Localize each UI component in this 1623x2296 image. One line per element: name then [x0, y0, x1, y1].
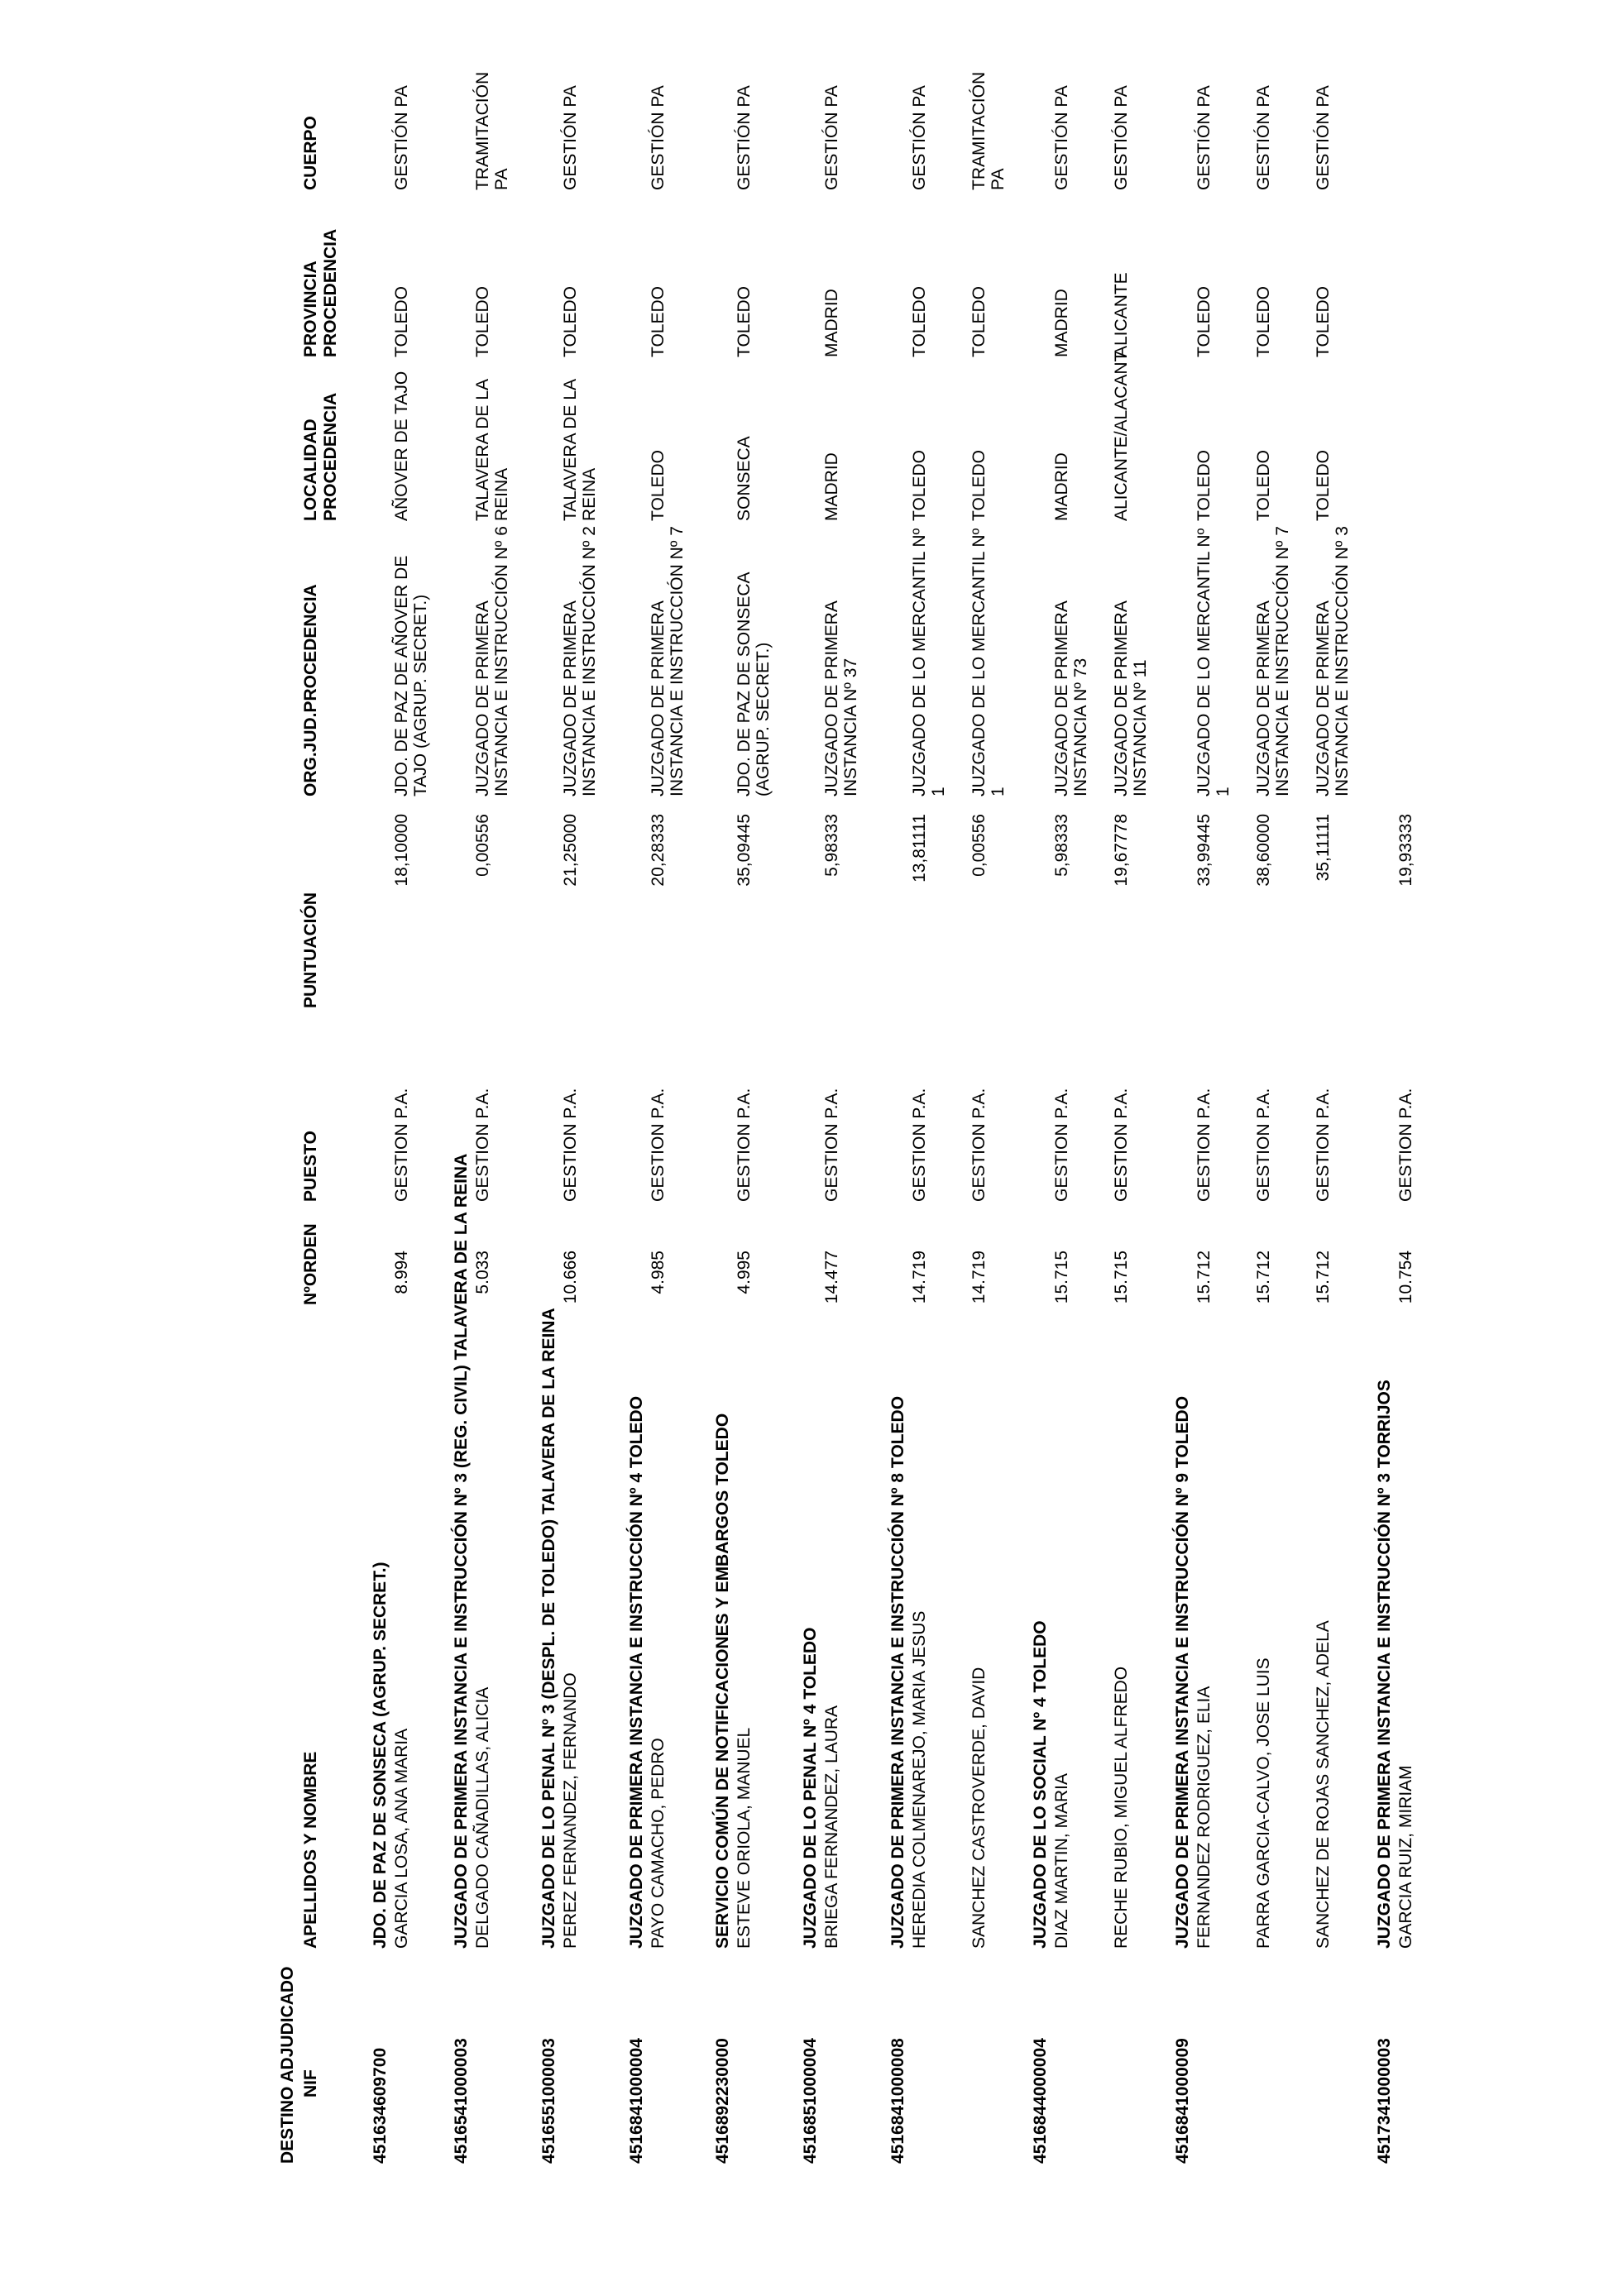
cell-puesto: GESTION P.A.: [561, 1088, 580, 1202]
group-destino-title: JUZGADO DE PRIMERA INSTANCIA E INSTRUCCIÓN Nº 3 (REG. CIVIL) TALAVERA DE LA REINA: [452, 1153, 471, 1949]
cell-cuerpo: GESTIÓN PA: [1052, 85, 1071, 190]
cell-puesto: GESTION P.A.: [969, 1088, 989, 1202]
column-header-cuerpo: CUERPO: [301, 116, 320, 190]
column-header-puntuacion: PUNTUACIÓN: [301, 892, 320, 1008]
cell-puesto: GESTION P.A.: [735, 1088, 754, 1202]
column-header-org-jud-procedencia: ORG.JUD.PROCEDENCIA: [301, 584, 320, 796]
cell-org-jud-procedencia-line2: TAJO (AGRUP. SECRET.): [411, 594, 430, 796]
cell-cuerpo: TRAMITACIÓN: [473, 71, 492, 190]
cell-puntuacion: 5,98333: [822, 814, 841, 877]
cell-org-jud-procedencia: JUZGADO DE PRIMERA: [1314, 600, 1333, 796]
cell-apellidos-nombre: PAYO CAMACHO, PEDRO: [649, 1738, 668, 1949]
cell-norden: 15.712: [1195, 1251, 1214, 1304]
group-destino-title: JUZGADO DE PRIMERA INSTANCIA E INSTRUCCIÓN Nº 8 TOLEDO: [888, 1395, 907, 1949]
column-header-localidad-procedencia: PROCEDENCIA: [321, 392, 340, 521]
cell-puesto: GESTION P.A.: [1052, 1088, 1071, 1202]
cell-localidad-procedencia: TOLEDO: [969, 450, 989, 521]
column-header-localidad: LOCALIDAD: [301, 419, 320, 521]
group-nif: 4516841000004: [627, 2038, 646, 2164]
group-nif: 4517341000003: [1375, 2038, 1394, 2164]
group-nif: 4516541000003: [452, 2038, 471, 2164]
cell-provincia-procedencia: MADRID: [822, 289, 841, 357]
cell-puesto: GESTION P.A.: [1195, 1088, 1214, 1202]
cell-org-jud-procedencia-line2: 1: [929, 787, 948, 796]
cell-cuerpo-line2: PA: [492, 168, 511, 190]
cell-cuerpo: GESTIÓN PA: [1314, 85, 1333, 190]
group-nif: 4516841000009: [1173, 2038, 1192, 2164]
cell-provincia-procedencia: TOLEDO: [392, 286, 411, 357]
cell-puntuacion: 38,60000: [1254, 814, 1273, 887]
cell-org-jud-procedencia: JUZGADO DE PRIMERA: [561, 600, 580, 796]
cell-puesto: GESTION P.A.: [473, 1088, 492, 1202]
cell-apellidos-nombre: DELGADO CAÑADILLAS, ALICIA: [473, 1686, 492, 1949]
cell-norden: 5.033: [473, 1251, 492, 1294]
cell-org-jud-procedencia-line2: 1: [1214, 787, 1233, 796]
cell-org-jud-procedencia: JUZGADO DE PRIMERA: [649, 600, 668, 796]
group-nif: 4516551000003: [539, 2038, 558, 2164]
cell-org-jud-procedencia: JUZGADO DE PRIMERA: [1112, 600, 1131, 796]
cell-provincia-procedencia: MADRID: [1052, 289, 1071, 357]
group-destino-title: JDO. DE PAZ DE SONSECA (AGRUP. SECRET.): [371, 1562, 390, 1949]
cell-puesto: GESTION P.A.: [1396, 1088, 1415, 1202]
column-header-norden: NºORDEN: [301, 1223, 320, 1305]
cell-puntuacion: 21,25000: [561, 814, 580, 887]
cell-norden: 14.477: [822, 1251, 841, 1304]
cell-cuerpo: GESTIÓN PA: [1254, 85, 1273, 190]
cell-org-jud-procedencia-line2: INSTANCIA Nº 11: [1131, 659, 1150, 796]
group-nif: 4516851000004: [801, 2038, 820, 2164]
cell-localidad-procedencia: MADRID: [1052, 452, 1071, 521]
cell-norden: 10.754: [1396, 1251, 1415, 1304]
group-destino-title: JUZGADO DE PRIMERA INSTANCIA E INSTRUCCIÓN Nº 9 TOLEDO: [1173, 1395, 1192, 1949]
destino-adjudicado-heading: DESTINO ADJUDICADO: [278, 1966, 297, 2164]
cell-localidad-procedencia-line2: REINA: [580, 467, 599, 521]
cell-org-jud-procedencia: JUZGADO DE PRIMERA: [1052, 600, 1071, 796]
cell-norden: 15.715: [1112, 1251, 1131, 1304]
cell-puntuacion: 19,93333: [1396, 814, 1415, 887]
cell-localidad-procedencia: TALAVERA DE LA: [561, 379, 580, 521]
cell-puntuacion: 35,11111: [1314, 814, 1333, 882]
cell-cuerpo: GESTIÓN PA: [735, 85, 754, 190]
cell-localidad-procedencia: TOLEDO: [649, 450, 668, 521]
cell-provincia-procedencia: TOLEDO: [969, 286, 989, 357]
cell-puesto: GESTION P.A.: [1254, 1088, 1273, 1202]
cell-puntuacion: 5,98333: [1052, 814, 1071, 877]
cell-localidad-procedencia-line2: REINA: [492, 467, 511, 521]
cell-cuerpo: GESTIÓN PA: [392, 85, 411, 190]
cell-localidad-procedencia: TOLEDO: [910, 450, 929, 521]
cell-provincia-procedencia: TOLEDO: [649, 286, 668, 357]
cell-apellidos-nombre: ESTEVE ORIOLA, MANUEL: [735, 1727, 754, 1949]
cell-puesto: GESTION P.A.: [649, 1088, 668, 1202]
cell-org-jud-procedencia: JUZGADO DE PRIMERA: [1254, 600, 1273, 796]
group-destino-title: JUZGADO DE PRIMERA INSTANCIA E INSTRUCCIÓN Nº 4 TOLEDO: [627, 1395, 646, 1949]
cell-org-jud-procedencia: JDO. DE PAZ DE AÑOVER DE: [392, 555, 411, 796]
cell-localidad-procedencia: ALICANTE/ALACANT: [1112, 351, 1131, 521]
cell-apellidos-nombre: FERNANDEZ RODRIGUEZ, ELIA: [1195, 1686, 1214, 1949]
cell-provincia-procedencia: TOLEDO: [910, 286, 929, 357]
cell-org-jud-procedencia: JUZGADO DE PRIMERA: [822, 600, 841, 796]
cell-cuerpo: GESTIÓN PA: [649, 85, 668, 190]
cell-norden: 15.712: [1314, 1251, 1333, 1304]
cell-puesto: GESTION P.A.: [1314, 1088, 1333, 1202]
cell-cuerpo: GESTIÓN PA: [561, 85, 580, 190]
cell-puntuacion: 33,99445: [1195, 814, 1214, 887]
cell-norden: 10.666: [561, 1251, 580, 1304]
cell-localidad-procedencia: TOLEDO: [1254, 450, 1273, 521]
cell-localidad-procedencia: SONSECA: [735, 436, 754, 521]
group-nif: 4516892230000: [713, 2038, 732, 2164]
column-header-nif: NIF: [301, 2069, 320, 2097]
cell-norden: 4.985: [649, 1251, 668, 1294]
cell-cuerpo: TRAMITACIÓN: [969, 71, 989, 190]
cell-puntuacion: 18,10000: [392, 814, 411, 887]
group-nif: 4516841000008: [888, 2038, 907, 2164]
cell-org-jud-procedencia-line2: INSTANCIA E INSTRUCCIÓN Nº 7: [668, 526, 687, 796]
column-header-puesto: PUESTO: [301, 1131, 320, 1202]
cell-puntuacion: 13,81111: [910, 814, 929, 883]
cell-norden: 14.719: [910, 1251, 929, 1304]
group-destino-title: JUZGADO DE LO SOCIAL Nº 4 TOLEDO: [1031, 1620, 1050, 1949]
cell-puesto: GESTION P.A.: [910, 1088, 929, 1202]
cell-org-jud-procedencia-line2: INSTANCIA Nº 73: [1071, 658, 1090, 796]
group-destino-title: JUZGADO DE LO PENAL Nº 3 (DESPL. DE TOLEDO) TALAVERA DE LA REINA: [539, 1308, 558, 1949]
cell-apellidos-nombre: GARCIA RUIZ, MIRIAM: [1396, 1765, 1415, 1949]
cell-org-jud-procedencia: JUZGADO DE LO MERCANTIL Nº: [910, 528, 929, 796]
cell-puesto: GESTION P.A.: [392, 1088, 411, 1202]
cell-norden: 15.715: [1052, 1251, 1071, 1304]
cell-cuerpo-line2: PA: [989, 168, 1008, 190]
cell-provincia-procedencia: TOLEDO: [1314, 286, 1333, 357]
cell-localidad-procedencia: TOLEDO: [1195, 450, 1214, 521]
column-header-apellidos-nombre: APELLIDOS Y NOMBRE: [301, 1751, 320, 1949]
cell-org-jud-procedencia-line2: INSTANCIA E INSTRUCCIÓN Nº 7: [1273, 526, 1292, 796]
cell-apellidos-nombre: HEREDIA COLMENAREJO, MARIA JESUS: [910, 1610, 929, 1949]
cell-org-jud-procedencia: JUZGADO DE LO MERCANTIL Nº: [969, 528, 989, 796]
cell-org-jud-procedencia: JUZGADO DE PRIMERA: [473, 600, 492, 796]
cell-apellidos-nombre: RECHE RUBIO, MIGUEL ALFREDO: [1112, 1666, 1131, 1949]
group-destino-title: SERVICIO COMÚN DE NOTIFICACIONES Y EMBARGOS TOLEDO: [713, 1413, 732, 1949]
column-header-provincia-procedencia: PROCEDENCIA: [321, 228, 340, 357]
cell-apellidos-nombre: GARCIA LOSA, ANA MARIA: [392, 1728, 411, 1949]
cell-provincia-procedencia: TOLEDO: [735, 286, 754, 357]
cell-cuerpo: GESTIÓN PA: [1112, 85, 1131, 190]
cell-org-jud-procedencia-line2: (AGRUP. SECRET.): [754, 642, 773, 796]
cell-cuerpo: GESTIÓN PA: [822, 85, 841, 190]
group-destino-title: JUZGADO DE PRIMERA INSTANCIA E INSTRUCCIÓN Nº 3 TORRIJOS: [1375, 1380, 1394, 1949]
cell-org-jud-procedencia-line2: INSTANCIA E INSTRUCCIÓN Nº 3: [1333, 526, 1352, 796]
group-nif: 451634609700: [371, 2047, 390, 2164]
cell-apellidos-nombre: PARRA GARCIA-CALVO, JOSE LUIS: [1254, 1657, 1273, 1949]
cell-puntuacion: 20,28333: [649, 814, 668, 887]
cell-provincia-procedencia: ALICANTE: [1112, 272, 1131, 357]
column-header-provincia: PROVINCIA: [301, 261, 320, 357]
cell-org-jud-procedencia-line2: 1: [989, 787, 1008, 796]
cell-puntuacion: 19,67778: [1112, 814, 1131, 887]
cell-org-jud-procedencia-line2: INSTANCIA E INSTRUCCIÓN Nº 6: [492, 526, 511, 796]
cell-apellidos-nombre: PEREZ FERNANDEZ, FERNANDO: [561, 1672, 580, 1949]
cell-provincia-procedencia: TOLEDO: [1195, 286, 1214, 357]
cell-puesto: GESTION P.A.: [1112, 1088, 1131, 1202]
cell-localidad-procedencia: MADRID: [822, 452, 841, 521]
cell-localidad-procedencia: TALAVERA DE LA: [473, 379, 492, 521]
cell-norden: 8.994: [392, 1251, 411, 1294]
cell-localidad-procedencia: TOLEDO: [1314, 450, 1333, 521]
cell-org-jud-procedencia-line2: INSTANCIA E INSTRUCCIÓN Nº 2: [580, 526, 599, 796]
cell-cuerpo: GESTIÓN PA: [910, 85, 929, 190]
cell-org-jud-procedencia-line2: INSTANCIA Nº 37: [841, 658, 860, 796]
group-destino-title: JUZGADO DE LO PENAL Nº 4 TOLEDO: [801, 1627, 820, 1949]
cell-norden: 4.995: [735, 1251, 754, 1294]
group-nif: 4516844000004: [1031, 2038, 1050, 2164]
cell-cuerpo: GESTIÓN PA: [1195, 85, 1214, 190]
cell-apellidos-nombre: BRIEGA FERNANDEZ, LAURA: [822, 1705, 841, 1949]
cell-puntuacion: 35,09445: [735, 814, 754, 887]
cell-apellidos-nombre: DIAZ MARTIN, MARIA: [1052, 1773, 1071, 1949]
cell-norden: 14.719: [969, 1251, 989, 1304]
cell-puntuacion: 0,00556: [473, 814, 492, 877]
cell-org-jud-procedencia: JUZGADO DE LO MERCANTIL Nº: [1195, 528, 1214, 796]
cell-apellidos-nombre: SANCHEZ DE ROJAS SANCHEZ, ADELA: [1314, 1620, 1333, 1949]
cell-provincia-procedencia: TOLEDO: [561, 286, 580, 357]
cell-org-jud-procedencia: JDO. DE PAZ DE SONSECA: [735, 572, 754, 796]
cell-provincia-procedencia: TOLEDO: [1254, 286, 1273, 357]
cell-localidad-procedencia: AÑOVER DE TAJO: [392, 371, 411, 521]
cell-puesto: GESTION P.A.: [822, 1088, 841, 1202]
cell-provincia-procedencia: TOLEDO: [473, 286, 492, 357]
cell-puntuacion: 0,00556: [969, 814, 989, 877]
cell-apellidos-nombre: SANCHEZ CASTROVERDE, DAVID: [969, 1667, 989, 1949]
cell-norden: 15.712: [1254, 1251, 1273, 1304]
